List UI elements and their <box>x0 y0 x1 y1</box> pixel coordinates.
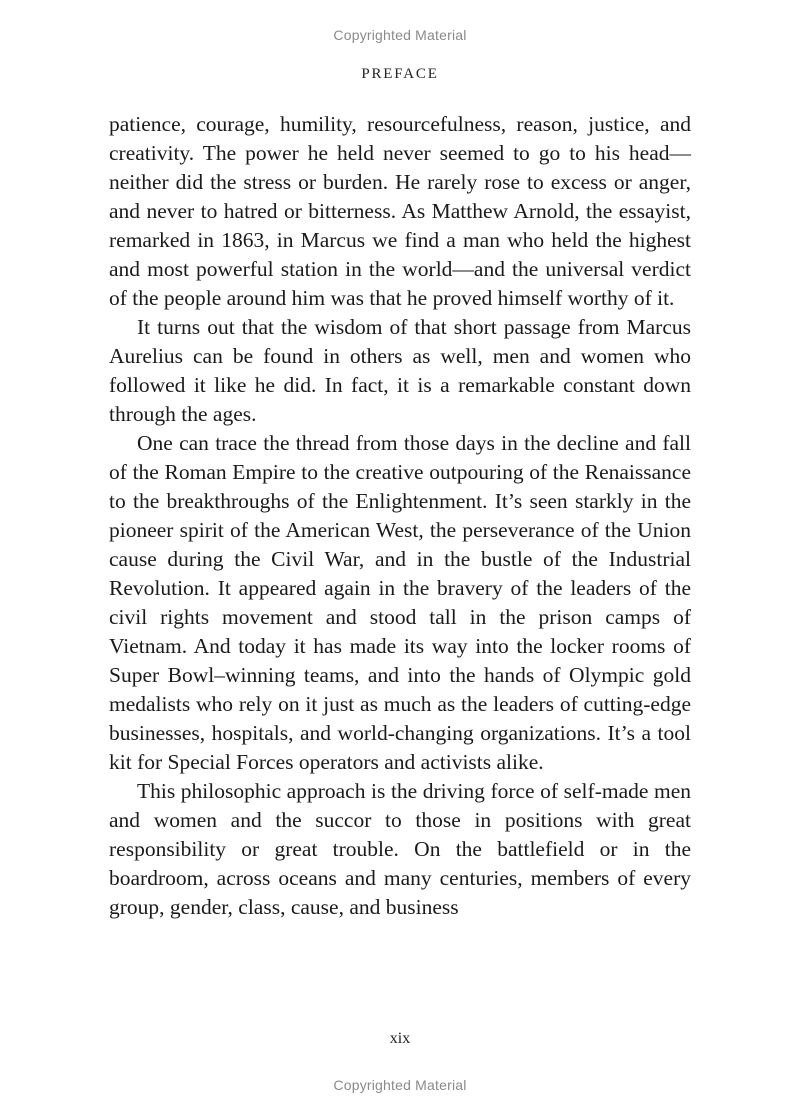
paragraph-3: One can trace the thread from those days in the decline and fall of the Roman Empire to the creative outpouring of the Renaissance to the breakthroughs of the Enlightenment. It’s seen starkly in the pioneer spirit of the American West, the perseverance of the Union cause during the Civil War, and in the bustle of the Industrial Revolution. It appeared again in the bravery of the leaders of the civil rights movement and stood tall in the prison camps of Vietnam. And today it has made its way into the locker rooms of Super Bowl–winning teams, and into the hands of Olympic gold medalists who rely on it just as much as the leaders of cutting-edge businesses, hospitals, and world-changing organizations. It’s a tool kit for Special Forces operators and activists alike. <box>109 431 691 774</box>
page-number: xix <box>389 1030 411 1047</box>
copyright-watermark-top: Copyrighted Material <box>333 27 467 43</box>
running-head: PREFACE <box>361 66 439 82</box>
copyright-watermark-bottom: Copyrighted Material <box>333 1077 467 1093</box>
paragraph-4: This philosophic approach is the driving force of self-made men and women and the succor to those in positions with great responsibility or great trouble. On the battlefield or in the boardroom, across oceans and many centuries, members of every group, gender, class, cause, and business <box>109 779 691 919</box>
paragraph-2: It turns out that the wisdom of that short passage from Marcus Aurelius can be found in others as well, men and women who followed it like he did. In fact, it is a remarkable constant down through the ages. <box>109 315 691 426</box>
body-text <box>109 110 691 922</box>
paragraph-1: patience, courage, humility, resourcefulness, reason, justice, and creativity. The power he held never seemed to go to his head—neither did the stress or burden. He rarely rose to excess or anger, and never to hatred or bitterness. As Matthew Arnold, the essayist, remarked in 1863, in Marcus we find a man who held the highest and most powerful station in the world—and the universal verdict of the people around him was that he proved himself worthy of it. <box>109 112 691 310</box>
